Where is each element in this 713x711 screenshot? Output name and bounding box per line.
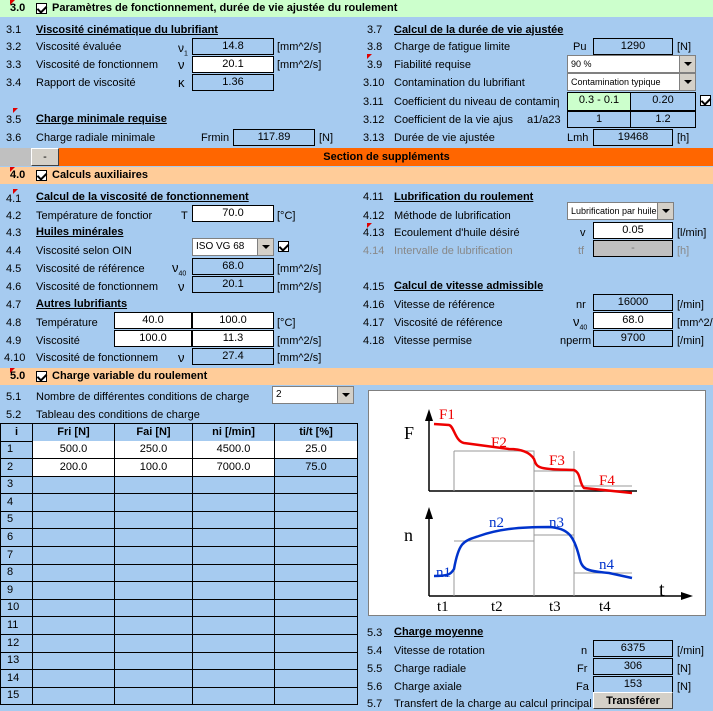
- row-num: 3.9: [367, 59, 383, 71]
- symbol-nu: ν: [178, 57, 185, 72]
- symbol-t: T: [181, 210, 188, 222]
- unit: [N]: [677, 681, 692, 693]
- table-cell[interactable]: [275, 494, 358, 512]
- table-cell[interactable]: [115, 582, 193, 600]
- table-cell[interactable]: [33, 511, 115, 529]
- label-operating-viscosity: Viscosité de fonctionnem: [36, 59, 159, 71]
- label-operating-viscosity: Viscosité de fonctionnem: [36, 281, 159, 293]
- label-lubrication-method: Méthode de lubrification: [394, 210, 511, 222]
- transfer-button[interactable]: Transférer: [593, 692, 673, 709]
- row-num: 3.6: [6, 132, 22, 144]
- row-num: 5.3: [367, 627, 383, 639]
- symbol-nu: ν: [178, 350, 185, 365]
- row-num: 4.1: [6, 193, 22, 205]
- header-ti: ti/t [%]: [275, 424, 358, 442]
- row-index: 7: [0, 547, 33, 565]
- unit: [N]: [677, 663, 692, 675]
- symbol-tf: tf: [578, 245, 585, 257]
- contamination-range: 0.3 - 0.1: [567, 92, 631, 111]
- label-radial-load: Charge radiale: [394, 663, 467, 675]
- table-cell[interactable]: [193, 652, 275, 670]
- table-cell[interactable]: [115, 670, 193, 688]
- row-num: 4.16: [363, 299, 385, 311]
- table-row: [0, 635, 358, 653]
- label-fatigue-limit: Charge de fatigue limite: [394, 41, 511, 53]
- row-num: 5.5: [367, 663, 383, 675]
- label-rotation-speed: Vitesse de rotation: [394, 645, 485, 657]
- operating-temperature-input[interactable]: 70.0: [192, 205, 274, 222]
- symbol-v: v: [580, 227, 586, 239]
- allowable-speed-value: 9700: [593, 330, 673, 347]
- operating-viscosity-other-value: 27.4: [192, 348, 274, 365]
- viscosity-2-input[interactable]: 11.3: [192, 330, 274, 347]
- unit: [/min]: [677, 335, 704, 347]
- row-num: 4.3: [6, 227, 22, 239]
- load-speed-diagram: [368, 390, 706, 616]
- row-num: 3.2: [6, 41, 22, 53]
- table-cell[interactable]: 200.0: [33, 459, 115, 477]
- load-conditions-dropdown[interactable]: [272, 386, 354, 404]
- unit: [mm^2/s]: [277, 335, 322, 347]
- symbol-nu: ν: [178, 279, 185, 294]
- table-cell[interactable]: 500.0: [33, 441, 115, 459]
- row-index: 1: [0, 441, 33, 459]
- symbol-fa: Fa: [576, 681, 589, 693]
- table-cell[interactable]: [193, 564, 275, 582]
- table-cell[interactable]: [193, 547, 275, 565]
- label-reference-speed: Vitesse de référence: [394, 299, 495, 311]
- unit: [°C]: [277, 317, 296, 329]
- unit: [l/min]: [677, 227, 707, 239]
- table-cell[interactable]: [115, 617, 193, 635]
- unit: [mm^2/s]: [277, 59, 322, 71]
- heading-other-lubricants: Autres lubrifiants: [36, 298, 128, 310]
- label-operating-viscosity-other: Viscosité de fonctionnem: [36, 352, 159, 364]
- table-row: [0, 529, 358, 547]
- table-cell[interactable]: [275, 599, 358, 617]
- table-cell[interactable]: [275, 582, 358, 600]
- row-num: 3.13: [363, 132, 385, 144]
- heading-mineral-oils: Huiles minérales: [36, 226, 124, 238]
- row-num: 4.8: [6, 317, 22, 329]
- label-f2: F2: [491, 435, 507, 451]
- row-num: 3.1: [6, 24, 22, 36]
- header-i: i: [0, 424, 33, 442]
- table-cell[interactable]: [115, 476, 193, 494]
- label-f4: F4: [599, 473, 615, 489]
- life-coefficient-a1: 1: [567, 111, 631, 128]
- label-load-table: Tableau des conditions de charge: [36, 409, 200, 421]
- table-cell[interactable]: [115, 687, 193, 705]
- label-t4: t4: [599, 599, 611, 615]
- label-t1: t1: [437, 599, 449, 615]
- table-cell[interactable]: [275, 476, 358, 494]
- unit: [mm^2/s]: [277, 263, 322, 275]
- row-num: 4.13: [363, 227, 385, 239]
- table-cell[interactable]: 100.0: [115, 459, 193, 477]
- symbol-n: n: [581, 645, 588, 657]
- symbol-pu: Pu: [573, 41, 587, 53]
- unit: [mm^2/s]: [277, 281, 322, 293]
- heading-lubricant-viscosity: Viscosité cinématique du lubrifiant: [36, 24, 218, 36]
- unit: [mm^2/s]: [277, 41, 322, 53]
- table-cell[interactable]: [193, 529, 275, 547]
- table-cell[interactable]: [115, 547, 193, 565]
- row-num: 4.4: [6, 245, 22, 257]
- row-num: 5.4: [367, 645, 383, 657]
- row-num: 4.15: [363, 281, 385, 293]
- table-cell[interactable]: [275, 670, 358, 688]
- axis-n-label: n: [404, 525, 413, 545]
- axis-t-label: t: [659, 579, 665, 601]
- table-cell[interactable]: [275, 564, 358, 582]
- row-num: 5.6: [367, 681, 383, 693]
- label-t3: t3: [549, 599, 561, 615]
- row-index: 11: [0, 617, 33, 635]
- section-number: 3.0: [10, 2, 26, 14]
- row-index: 10: [0, 599, 33, 617]
- oil-flow-input[interactable]: 0.05: [593, 222, 673, 239]
- table-cell[interactable]: 250.0: [115, 441, 193, 459]
- contamination-coefficient-value: 0.20: [630, 92, 696, 111]
- table-cell[interactable]: [193, 670, 275, 688]
- label-operating-temperature: Température de fonctior: [36, 210, 153, 222]
- reference-speed-value: 16000: [593, 294, 673, 311]
- lubrication-method-dropdown[interactable]: [567, 202, 674, 220]
- fatigue-limit-value: 1290: [593, 38, 673, 55]
- label-viscosity-ratio: Rapport de viscosité: [36, 77, 136, 89]
- section-title: Charge variable du roulement: [52, 370, 208, 382]
- radial-load-value: 306: [593, 658, 673, 675]
- adjusted-life-value: 19468: [593, 129, 673, 146]
- row-num: 4.12: [363, 210, 385, 222]
- reference-viscosity-value: 68.0: [192, 258, 274, 275]
- table-row: [0, 459, 358, 477]
- table-cell[interactable]: [33, 476, 115, 494]
- table-cell[interactable]: [193, 617, 275, 635]
- row-num: 3.8: [367, 41, 383, 53]
- heading-adjusted-life: Calcul de la durée de vie ajustée: [394, 24, 564, 36]
- label-reference-viscosity: Viscosité de référence: [36, 263, 145, 275]
- table-cell[interactable]: 7000.0: [193, 459, 275, 477]
- row-num: 3.10: [363, 77, 385, 89]
- row-num: 4.14: [363, 245, 385, 257]
- iso-checkbox[interactable]: [278, 241, 289, 252]
- axial-load-value: 153: [593, 676, 673, 693]
- table-row: [0, 547, 358, 565]
- label-viscosity: Viscosité: [36, 335, 80, 347]
- label-reliability: Fiabilité requise: [394, 59, 472, 71]
- temperature-1-input[interactable]: 40.0: [114, 312, 192, 329]
- heading-allowable-speed: Calcul de vitesse admissible: [394, 280, 544, 292]
- dropdown-value: 90 %: [571, 59, 592, 69]
- table-cell[interactable]: [33, 599, 115, 617]
- table-cell[interactable]: [33, 529, 115, 547]
- table-row: [0, 441, 358, 459]
- unit: [mm^2/s]: [277, 352, 322, 364]
- table-cell[interactable]: [193, 494, 275, 512]
- label-n2: n2: [489, 515, 504, 531]
- table-row: [0, 564, 358, 582]
- table-cell[interactable]: 4500.0: [193, 441, 275, 459]
- table-cell[interactable]: [275, 652, 358, 670]
- operating-viscosity-value: 20.1: [192, 276, 274, 293]
- table-header-row: [0, 423, 358, 441]
- row-index: 5: [0, 511, 33, 529]
- label-n1: n1: [436, 565, 451, 581]
- contamination-dropdown[interactable]: [567, 73, 696, 91]
- row-num: 4.5: [6, 263, 22, 275]
- symbol-kappa: κ: [178, 75, 185, 90]
- dropdown-value: 2: [276, 389, 282, 400]
- section-title: Paramètres de fonctionnement, durée de vie ajustée du roulement: [52, 2, 398, 14]
- header-fri: Fri [N]: [33, 424, 115, 442]
- table-row: [0, 599, 358, 617]
- symbol-lmh: Lmh: [567, 132, 589, 144]
- operating-viscosity-input[interactable]: 20.1: [192, 56, 274, 73]
- unit: [N]: [677, 41, 692, 53]
- chevron-down-icon[interactable]: [257, 239, 273, 255]
- row-num: 3.7: [367, 24, 383, 36]
- header-fai: Fai [N]: [115, 424, 193, 442]
- table-row: [0, 617, 358, 635]
- label-n4: n4: [599, 557, 614, 573]
- row-num: 3.12: [363, 114, 385, 126]
- diagram-svg: [369, 391, 707, 617]
- table-cell[interactable]: [33, 635, 115, 653]
- table-cell[interactable]: 75.0: [275, 459, 358, 477]
- table-cell[interactable]: [33, 670, 115, 688]
- table-cell[interactable]: [275, 687, 358, 705]
- temperature-2-input[interactable]: 100.0: [192, 312, 274, 329]
- label-evaluated-viscosity: Viscosité évaluée: [36, 41, 122, 53]
- row-index: 14: [0, 670, 33, 688]
- table-cell[interactable]: [33, 582, 115, 600]
- row-index: 13: [0, 652, 33, 670]
- life-coefficient-a23: 1.2: [630, 111, 696, 128]
- unit: [/min]: [677, 645, 704, 657]
- label-min-radial-load: Charge radiale minimale: [36, 132, 156, 144]
- unit: [mm^2/: [677, 317, 713, 329]
- label-reference-viscosity: Viscosité de référence: [394, 317, 503, 329]
- label-n3: n3: [549, 515, 564, 531]
- viscosity-ratio-value: 1.36: [192, 74, 274, 91]
- label-f3: F3: [549, 453, 565, 469]
- row-index: 2: [0, 459, 33, 477]
- section-3-checkbox[interactable]: [36, 3, 47, 14]
- dropdown-value: Lubrification par huile: [571, 206, 657, 216]
- row-num: 3.5: [6, 114, 22, 126]
- table-cell[interactable]: [193, 635, 275, 653]
- row-index: 4: [0, 494, 33, 512]
- row-num: 4.10: [4, 352, 26, 364]
- chevron-down-icon[interactable]: [337, 387, 353, 403]
- evaluated-viscosity-value: 14.8: [192, 38, 274, 55]
- header-ni: ni [/min]: [193, 424, 275, 442]
- table-cell[interactable]: [193, 476, 275, 494]
- symbol-nr: nr: [576, 299, 586, 311]
- unit: [°C]: [277, 210, 296, 222]
- table-row: [0, 494, 358, 512]
- table-row: [0, 652, 358, 670]
- heading-mean-load: Charge moyenne: [394, 626, 484, 638]
- table-cell[interactable]: [33, 564, 115, 582]
- axis-f-label: F: [404, 423, 415, 443]
- table-row: [0, 687, 358, 705]
- row-num: 4.7: [6, 299, 22, 311]
- row-num: 5.7: [367, 698, 383, 710]
- table-row: [0, 511, 358, 529]
- row-num: 4.9: [6, 335, 22, 347]
- table-cell[interactable]: [193, 599, 275, 617]
- table-cell[interactable]: [193, 511, 275, 529]
- unit: [N]: [319, 132, 334, 144]
- row-num: 4.18: [363, 335, 385, 347]
- section-3-header: [0, 0, 713, 17]
- heading-min-load: Charge minimale requise: [36, 113, 167, 125]
- row-index: 8: [0, 564, 33, 582]
- table-cell[interactable]: [33, 547, 115, 565]
- label-t2: t2: [491, 599, 503, 615]
- contamination-checkbox[interactable]: [700, 95, 711, 106]
- symbol-nu1: $\nu_1$: [178, 41, 188, 58]
- row-num: 4.2: [6, 210, 22, 222]
- reliability-dropdown[interactable]: [567, 55, 696, 73]
- label-temperature: Température: [36, 317, 98, 329]
- section-5-header: [0, 368, 713, 385]
- row-index: 3: [0, 476, 33, 494]
- row-index: 12: [0, 635, 33, 653]
- row-num: 4.17: [363, 317, 385, 329]
- section-number: 4.0: [10, 169, 26, 181]
- label-allowable-speed: Vitesse permise: [394, 335, 473, 347]
- table-cell[interactable]: [115, 529, 193, 547]
- section-4-checkbox[interactable]: [36, 170, 47, 181]
- heading-bearing-lubrication: Lubrification du roulement: [394, 191, 534, 203]
- chevron-down-icon[interactable]: [657, 203, 673, 219]
- row-index: 15: [0, 687, 33, 705]
- table-cell[interactable]: [193, 582, 275, 600]
- table-cell[interactable]: [33, 687, 115, 705]
- unit: [/min]: [677, 299, 704, 311]
- supplements-title: Section de suppléments: [323, 151, 450, 163]
- table-cell[interactable]: 25.0: [275, 441, 358, 459]
- label-oil-flow: Ecoulement d'huile désiré: [394, 227, 520, 239]
- symbol-nu40: $\nu_{40}$: [172, 260, 187, 278]
- row-index: 9: [0, 582, 33, 600]
- table-cell[interactable]: [193, 687, 275, 705]
- row-num: 4.6: [6, 281, 22, 293]
- row-num: 3.3: [6, 59, 22, 71]
- section-title: Calculs auxiliaires: [52, 169, 148, 181]
- row-num: 4.11: [363, 191, 384, 203]
- min-radial-load-value: 117.89: [233, 129, 315, 146]
- chevron-down-icon[interactable]: [679, 74, 695, 90]
- heading-operating-viscosity-calc: Calcul de la viscosité de fonctionnement: [36, 191, 249, 203]
- table-row: [0, 476, 358, 494]
- row-num: 5.1: [6, 391, 22, 403]
- symbol-fr: Fr: [577, 663, 588, 675]
- symbol-nperm: nperm: [560, 335, 592, 347]
- table-cell[interactable]: [275, 635, 358, 653]
- supplements-bar: [0, 148, 713, 166]
- section-number: 5.0: [10, 370, 26, 382]
- label-axial-load: Charge axiale: [394, 681, 462, 693]
- label-life-coefficient: Coefficient de la vie ajus: [394, 114, 514, 126]
- row-num: 3.11: [363, 96, 384, 108]
- table-cell[interactable]: [115, 652, 193, 670]
- section-5-checkbox[interactable]: [36, 371, 47, 382]
- dropdown-value: Contamination typique: [571, 77, 661, 87]
- section-4-header: [0, 167, 713, 184]
- collapse-supplements-button[interactable]: -: [31, 148, 59, 166]
- row-num: 5.2: [6, 409, 22, 421]
- iso-grade-dropdown[interactable]: [192, 238, 274, 256]
- table-cell[interactable]: [275, 547, 358, 565]
- rotation-speed-value: 6375: [593, 640, 673, 657]
- table-cell[interactable]: [275, 529, 358, 547]
- label-transfer-load: Transfert de la charge au calcul principal: [394, 698, 592, 710]
- table-cell[interactable]: [115, 599, 193, 617]
- label-contamination-coefficient: Coefficient du niveau de contamiη: [394, 96, 560, 108]
- unit: [h]: [677, 245, 690, 257]
- chevron-down-icon[interactable]: [679, 56, 695, 72]
- table-cell[interactable]: [33, 652, 115, 670]
- lubrication-interval-value: -: [593, 240, 673, 257]
- table-cell[interactable]: [275, 511, 358, 529]
- table-row: [0, 582, 358, 600]
- label-load-conditions-count: Nombre de différentes conditions de charge: [36, 391, 250, 403]
- symbol-a1-a23: a1/a23: [527, 114, 561, 126]
- table-cell[interactable]: [275, 617, 358, 635]
- table-cell[interactable]: [115, 635, 193, 653]
- table-cell[interactable]: [33, 617, 115, 635]
- reference-viscosity-input[interactable]: 68.0: [593, 312, 673, 329]
- label-contamination: Contamination du lubrifiant: [394, 77, 525, 89]
- table-cell[interactable]: [115, 494, 193, 512]
- symbol-frmin: Frmin: [201, 132, 230, 144]
- label-lubrication-interval: Intervalle de lubrification: [394, 245, 513, 257]
- row-num: 3.4: [6, 77, 22, 89]
- table-row: [0, 670, 358, 688]
- table-cell[interactable]: [115, 511, 193, 529]
- row-index: 6: [0, 529, 33, 547]
- unit: [h]: [677, 132, 690, 144]
- symbol-nu40: $\nu_{40}$: [573, 314, 588, 332]
- table-cell[interactable]: [115, 564, 193, 582]
- label-iso-viscosity: Viscosité selon OIN: [36, 245, 132, 257]
- label-adjusted-life: Durée de vie ajustée: [394, 132, 495, 144]
- label-f1: F1: [439, 407, 455, 423]
- viscosity-1-input[interactable]: 100.0: [114, 330, 192, 347]
- dropdown-value: ISO VG 68: [196, 241, 245, 252]
- table-cell[interactable]: [33, 494, 115, 512]
